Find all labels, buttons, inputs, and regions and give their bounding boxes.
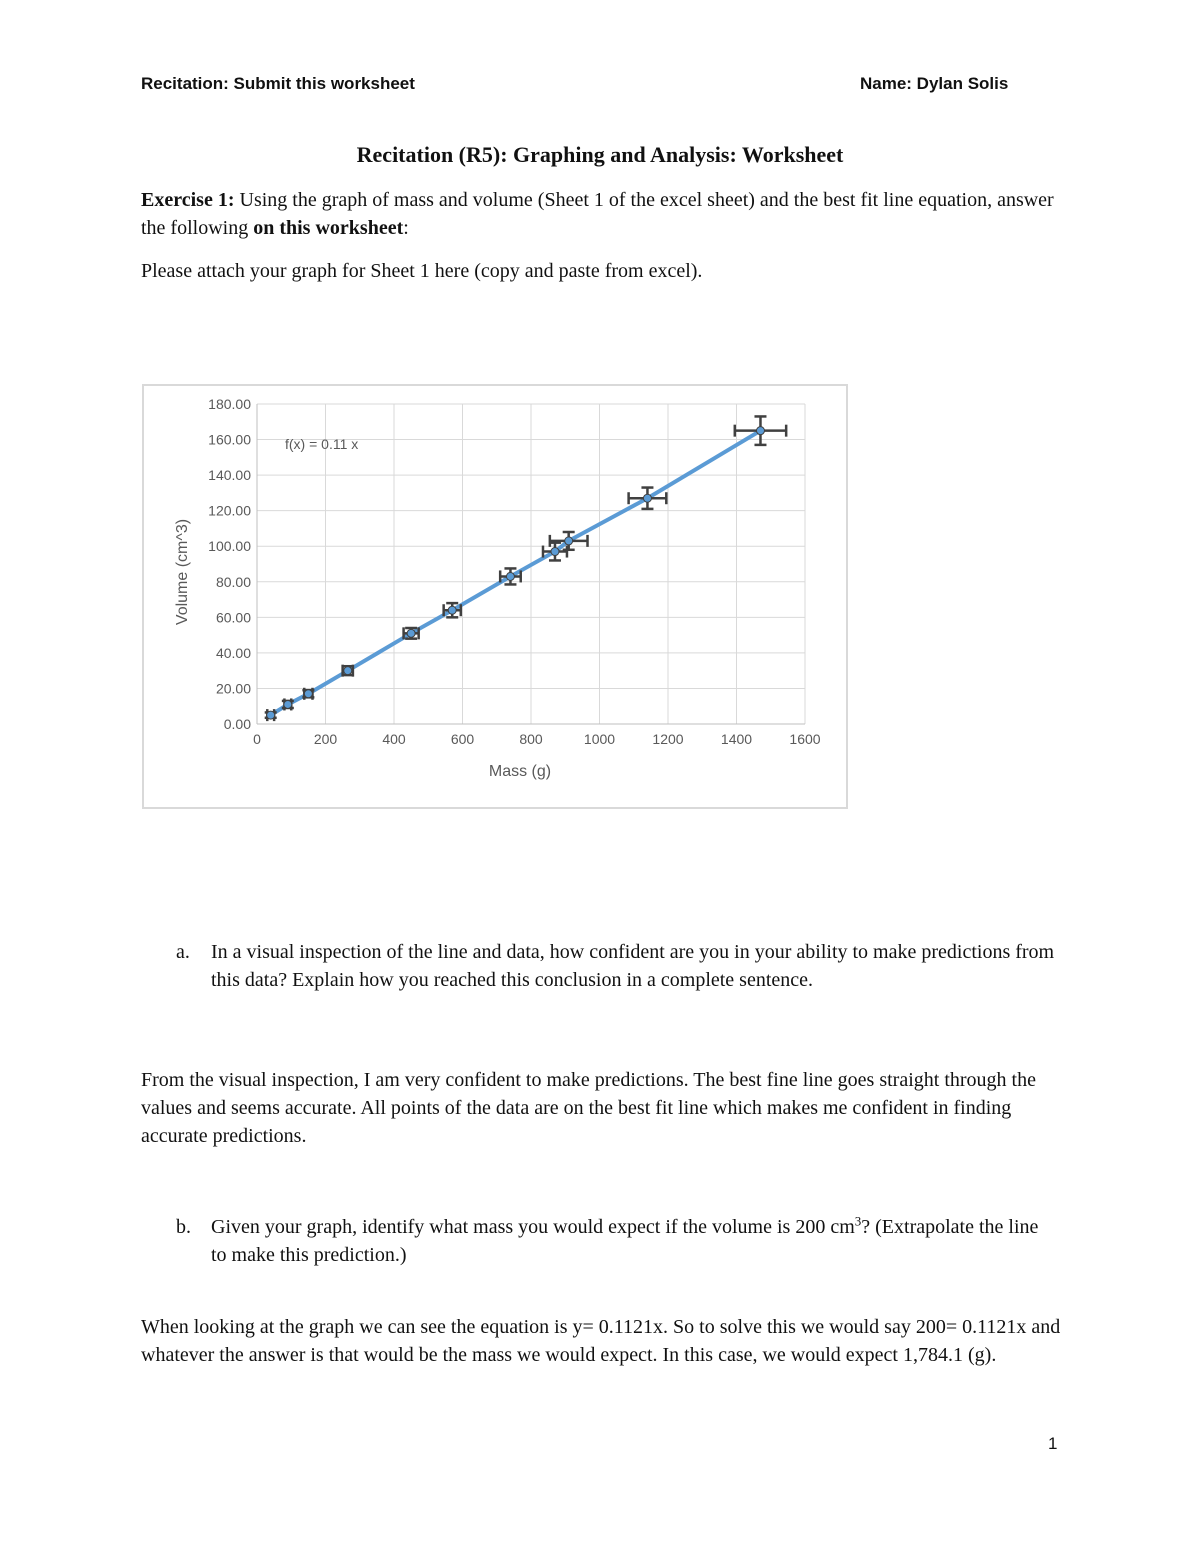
y-tick-label: 180.00 bbox=[208, 396, 251, 412]
trendline-equation: f(x) = 0.11 x bbox=[285, 436, 359, 452]
question-b-text bbox=[211, 1213, 1056, 1269]
question-b-text-end: ? (Extrapolate the line to make this prediction.) bbox=[211, 1216, 1039, 1266]
exercise-1-text-end: : bbox=[403, 217, 409, 239]
data-point bbox=[267, 711, 275, 719]
mass-volume-chart bbox=[142, 384, 848, 809]
x-tick-label: 1400 bbox=[720, 731, 753, 747]
question-b bbox=[176, 1213, 1056, 1269]
y-tick-label: 140.00 bbox=[208, 467, 251, 484]
data-point bbox=[565, 537, 573, 545]
question-b-label: b. bbox=[176, 1216, 191, 1238]
question-b-superscript: 3 bbox=[854, 1213, 862, 1229]
y-tick-label: 60.00 bbox=[215, 609, 251, 626]
y-tick-label: 160.00 bbox=[208, 431, 251, 448]
question-a-label: a. bbox=[176, 941, 190, 963]
exercise-1-text: Using the graph of mass and volume (Sheet 1 of the excel sheet) and the best fit line equation, answer the following bbox=[141, 189, 1054, 239]
question-b-text-start: Given your graph, identify what mass you would expect if the volume is 200 cm bbox=[211, 1216, 855, 1238]
exercise-1-bold-phrase: on this worksheet bbox=[253, 217, 404, 239]
data-point bbox=[284, 700, 292, 708]
x-tick-label: 600 bbox=[450, 731, 475, 747]
y-tick-label: 20.00 bbox=[215, 680, 251, 697]
x-tick-label: 1200 bbox=[652, 731, 684, 747]
data-point bbox=[304, 690, 312, 698]
attach-prompt: Please attach your graph for Sheet 1 here (copy and paste from excel). bbox=[141, 260, 703, 282]
answer-b: When looking at the graph we can see the equation is y= 0.1121x. So to solve this we would say 200= 0.1121x and whatever the answer is that would be the mass we would expect. In this case, we would expect 1,784.1 (g). bbox=[141, 1316, 1061, 1366]
data-point bbox=[448, 606, 456, 614]
question-a-text: In a visual inspection of the line and data, how confident are you in your ability to make predictions from this data? Explain how you reached this conclusion in a complete sentence. bbox=[211, 941, 1055, 991]
exercise-1-label: Exercise 1: bbox=[141, 189, 235, 211]
data-point bbox=[407, 629, 415, 637]
x-tick-label: 1000 bbox=[583, 731, 616, 747]
exercise-1-prompt bbox=[141, 186, 1061, 242]
y-tick-label: 120.00 bbox=[208, 502, 251, 519]
question-a bbox=[176, 938, 1056, 994]
data-point bbox=[344, 667, 352, 675]
answer-a: From the visual inspection, I am very confident to make predictions. The best fine line goes straight through the values and seems accurate. All points of the data are on the best fit line which makes me confident in finding accurate predictions. bbox=[141, 1069, 1036, 1147]
x-tick-label: 200 bbox=[313, 731, 338, 747]
page-title: Recitation (R5): Graphing and Analysis: Worksheet bbox=[356, 142, 844, 167]
x-axis-title: Mass (g) bbox=[488, 763, 552, 780]
x-tick-label: 1600 bbox=[789, 731, 821, 747]
header-name: Name: Dylan Solis bbox=[860, 74, 1009, 93]
y-tick-label: 40.00 bbox=[215, 644, 251, 661]
y-tick-label: 80.00 bbox=[215, 573, 251, 590]
x-tick-label: 800 bbox=[519, 731, 543, 747]
y-tick-label: 0.00 bbox=[223, 716, 251, 732]
header-left: Recitation: Submit this worksheet bbox=[141, 74, 415, 93]
y-axis-title: Volume (cm^3) bbox=[174, 518, 191, 626]
data-point bbox=[756, 427, 764, 435]
chart-svg bbox=[144, 386, 846, 807]
data-point bbox=[643, 494, 651, 502]
x-tick-label: 400 bbox=[382, 731, 406, 747]
data-point bbox=[506, 572, 514, 580]
data-point bbox=[551, 548, 559, 556]
page-number: 1 bbox=[1048, 1434, 1058, 1453]
y-tick-label: 100.00 bbox=[208, 538, 251, 555]
x-tick-label: 0 bbox=[253, 731, 261, 747]
